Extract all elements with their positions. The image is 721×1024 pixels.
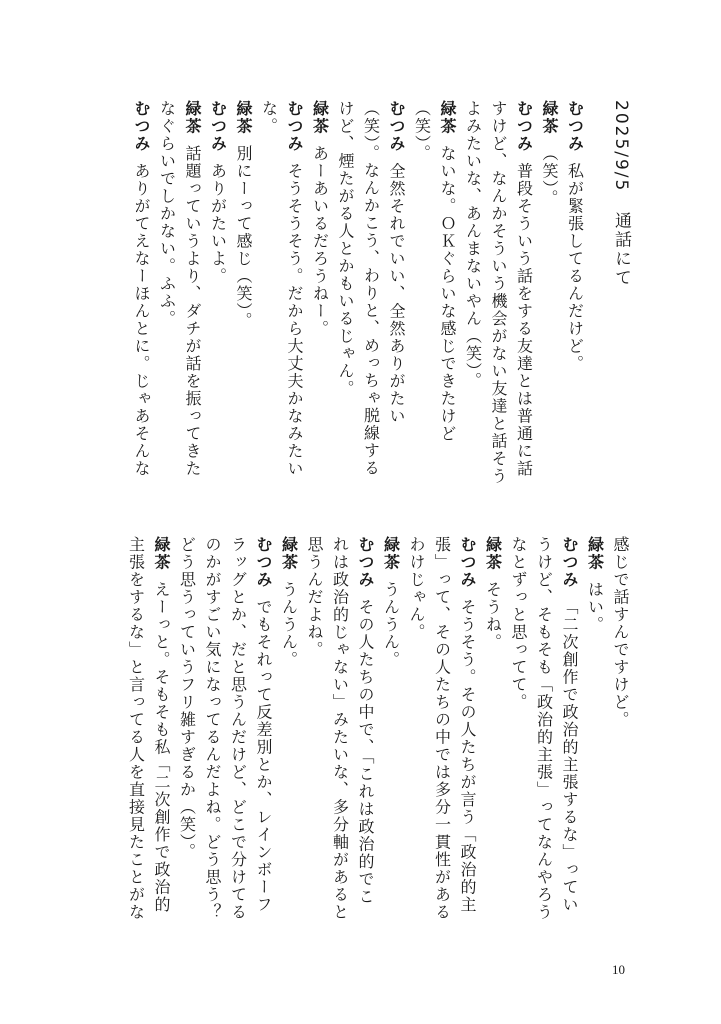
dialogue-bottom [123, 536, 633, 936]
dialogue-text: ありがてえなーほんとに。じゃあそんな [132, 162, 151, 478]
dialogue-line [511, 100, 537, 492]
dialogue-text: すけど、なんかそういう機会がない友達と話そう [489, 100, 508, 485]
speaker-name: むつみ [285, 100, 304, 153]
dialogue-text: ラッグとか、だと思うんだけど、どこで分けてる [228, 536, 248, 921]
dialogue-line [154, 100, 180, 492]
speaker-name: むつみ [560, 536, 579, 589]
dialogue-text: （笑）。 [540, 145, 559, 207]
dialogue-line [429, 536, 455, 936]
dialogue-line [282, 100, 308, 492]
dialogue-text: その人たちの中で、「これは政治的でこ [356, 598, 375, 906]
dialogue-line [251, 536, 277, 936]
dialogue-text: うんうん。 [381, 581, 401, 669]
top-text-block [129, 100, 634, 492]
dialogue-line [455, 536, 481, 936]
dialogue-line [307, 100, 333, 492]
dialogue-text: えーっと。そもそも私「二次創作で政治的 [152, 581, 171, 914]
page-number: 10 [612, 962, 625, 977]
speaker-name: 緑茶 [279, 536, 299, 571]
dialogue-line [435, 100, 461, 492]
dialogue-text: でもそれって反差別とか、レインボーフ [254, 598, 273, 914]
dialogue-line [333, 100, 359, 492]
dialogue-text: のかがすごい気になってるんだよね。どう思う？ [203, 536, 222, 921]
speaker-name: むつみ [208, 100, 228, 153]
dialogue-text: はい。 [585, 581, 605, 634]
dialogue-line [608, 536, 634, 936]
dialogue-line [378, 536, 404, 936]
bottom-text-block [123, 536, 633, 936]
dialogue-text: 私が緊張してるんだけど。 [565, 162, 585, 373]
dialogue-line [123, 536, 149, 936]
dialogue-line [256, 100, 282, 492]
dialogue-text: うんうん。 [279, 581, 299, 669]
dialogue-text: どう思うっていうフリ雑すぎるか（笑）。 [177, 536, 197, 861]
dialogue-line [353, 536, 379, 936]
dialogue-text: そうそうそう。だから大丈夫かなみたい [285, 162, 304, 478]
dialogue-text: な。 [259, 100, 279, 135]
dialogue-line [404, 536, 430, 936]
dialogue-line [200, 536, 226, 936]
dialogue-text: ないな。ＯＫぐらいな感じできたけど [438, 145, 457, 443]
dialogue-line [537, 100, 563, 492]
dialogue-text: 主張をするな」と言ってる人を直接見たことがな [126, 536, 146, 921]
dialogue-line [409, 100, 435, 492]
dialogue-text: 別にーって感じ（笑）。 [234, 145, 253, 330]
dialogue-line [531, 536, 557, 936]
dialogue-line [480, 536, 506, 936]
dialogue-line [562, 100, 588, 492]
dialogue-text: れは政治的じゃない」みたいな、多分軸があると [330, 536, 350, 921]
speaker-name: 緑茶 [540, 100, 559, 135]
dialogue-line [205, 100, 231, 492]
dialogue-text: あーあいるだろうねー。 [310, 145, 330, 338]
speaker-name: むつみ [254, 536, 273, 589]
dialogue-line [506, 536, 532, 936]
speaker-name: 緑茶 [310, 100, 330, 135]
speaker-name: 緑茶 [183, 100, 202, 135]
dialogue-text: 感じで話すんですけど。 [611, 536, 630, 729]
dialogue-line [231, 100, 257, 492]
dialogue-line [486, 100, 512, 492]
dialogue-text: うけど、そもそも「政治的主張」ってなんやろう [534, 536, 554, 921]
dialogue-text: 話題っていうより、ダチが話を振ってきた [183, 145, 202, 478]
speaker-name: 緑茶 [381, 536, 401, 571]
speaker-name: 緑茶 [152, 536, 171, 571]
dialogue-text: 張」って、その人たちの中では多分一貫性がある [432, 536, 452, 921]
dialogue-line [302, 536, 328, 936]
speaker-name: むつみ [356, 536, 375, 589]
dialogue-line [384, 100, 410, 492]
dialogue-line [129, 100, 155, 492]
dialogue-text: ありがたいよ。 [208, 162, 228, 285]
dialogue-line [582, 536, 608, 936]
page-title: 2025/9/5 通話にて [611, 100, 631, 288]
dialogue-line [327, 536, 353, 936]
dialogue-text: 「二次創作で政治的主張するな」ってい [560, 598, 579, 914]
dialogue-text: 思うんだよね。 [305, 536, 324, 659]
speaker-name: むつみ [514, 100, 534, 153]
dialogue-text: 全然それでいい、全然ありがたい [387, 162, 406, 425]
dialogue-line [358, 100, 384, 492]
dialogue-text: （笑）。 [412, 100, 432, 162]
speaker-name: 緑茶 [585, 536, 605, 571]
dialogue-text: 普段そういう話をする友達とは普通に話 [514, 162, 534, 478]
dialogue-top [129, 100, 588, 492]
dialogue-line [180, 100, 206, 492]
dialogue-text: わけじゃん。 [407, 536, 426, 641]
dialogue-line [276, 536, 302, 936]
dialogue-text: なぐらいでしかない。ふふ。 [157, 100, 177, 328]
speaker-name: むつみ [458, 536, 477, 589]
dialogue-line [460, 100, 486, 492]
speaker-name: むつみ [565, 100, 585, 153]
dialogue-text: （笑）。なんかこう、わりと、めっちゃ脱線する [361, 100, 381, 477]
dialogue-line [557, 536, 583, 936]
dialogue-line [225, 536, 251, 936]
dialogue-text: なとずっと思ってて。 [509, 536, 528, 711]
dialogue-text: けど、煙たがる人とかもいるじゃん。 [336, 100, 355, 398]
dialogue-text: そうね。 [483, 581, 503, 651]
dialogue-line [149, 536, 175, 936]
speaker-name: むつみ [387, 100, 406, 153]
dialogue-text: よみたいな、あんまないやん（笑）。 [463, 100, 483, 390]
speaker-name: 緑茶 [234, 100, 253, 135]
dialogue-text: そうそう。その人たちが言う「政治的主 [458, 598, 477, 914]
dialogue-line [174, 536, 200, 936]
speaker-name: 緑茶 [438, 100, 457, 135]
speaker-name: 緑茶 [483, 536, 503, 571]
speaker-name: むつみ [132, 100, 151, 153]
